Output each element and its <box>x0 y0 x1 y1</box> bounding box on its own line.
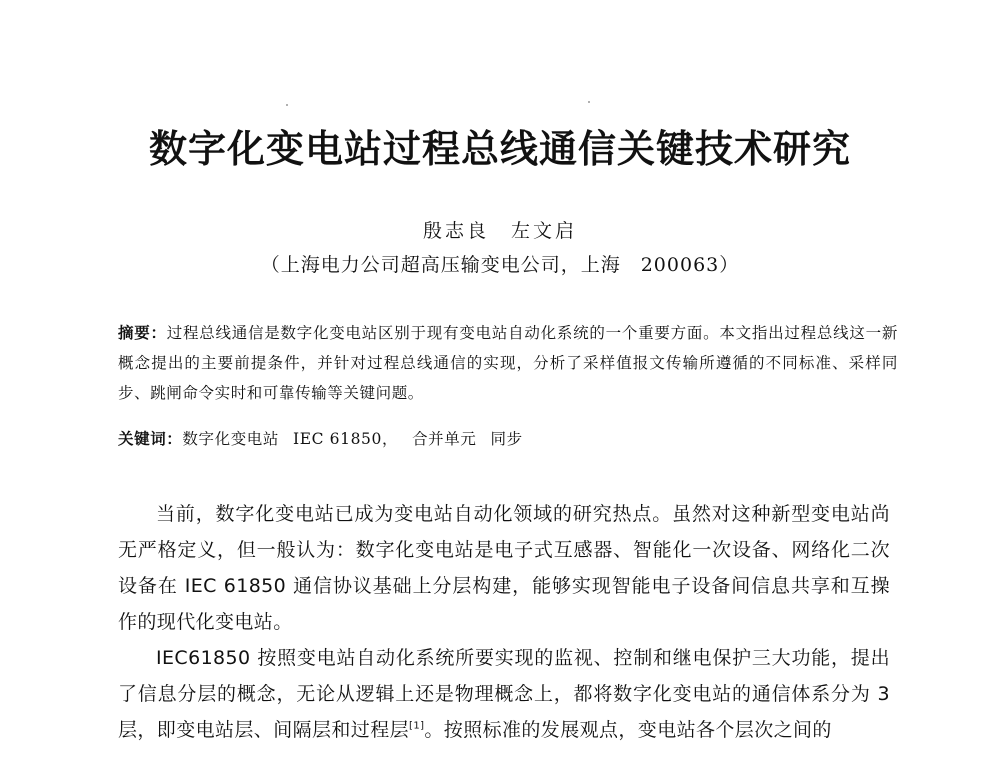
keyword-item: 同步 <box>490 430 523 448</box>
paper-authors: 殷志良 左文启 <box>422 220 577 242</box>
body-paragraph-text: IEC61850 按照变电站自动化系统所要实现的监视、控制和继电保护三大功能，提出了信息分层的概念，无论从逻辑上还是物理概念上，都将数字化变电站的通信体系分为 3 层，即变电站层、间隔层和过程层 <box>118 647 890 741</box>
scan-speck <box>286 104 288 106</box>
keyword-item: 合并单元 <box>412 430 477 448</box>
body-text <box>118 496 890 748</box>
body-paragraph: 当前，数字化变电站已成为变电站自动化领域的研究热点。虽然对这种新型变电站尚无严格定义，但一般认为：数字化变电站是电子式互感器、智能化一次设备、网络化二次设备在 IEC 61850 通信协议基础上分层构建，能够实现智能电子设备间信息共享和互操作的现代化变电站。 <box>118 503 890 633</box>
keyword-item: 数字化变电站 <box>182 430 280 448</box>
keywords-label: 关键词： <box>118 429 183 448</box>
keyword-item: IEC 61850， <box>293 430 399 448</box>
abstract-label: 摘要： <box>118 323 167 342</box>
body-paragraph <box>118 640 890 748</box>
scan-speck <box>588 101 590 103</box>
paper-title: 数字化变电站过程总线通信关键技术研究 <box>148 127 851 171</box>
body-paragraph-text: 。按照标准的发展观点，变电站各个层次之间的 <box>424 719 832 741</box>
abstract-text: 过程总线通信是数字化变电站区别于现有变电站自动化系统的一个重要方面。本文指出过程总线这一新概念提出的主要前提条件，并针对过程总线通信的实现，分析了采样值报文传输所遵循的不同标准、采样同步、跳闸命令实时和可靠传输等关键问题。 <box>118 324 898 402</box>
paper-affiliation: （上海电力公司超高压输变电公司，上海 200063） <box>260 254 740 276</box>
abstract <box>118 318 898 408</box>
keywords <box>118 425 898 453</box>
citation-ref[interactable]: [1] <box>409 720 425 732</box>
